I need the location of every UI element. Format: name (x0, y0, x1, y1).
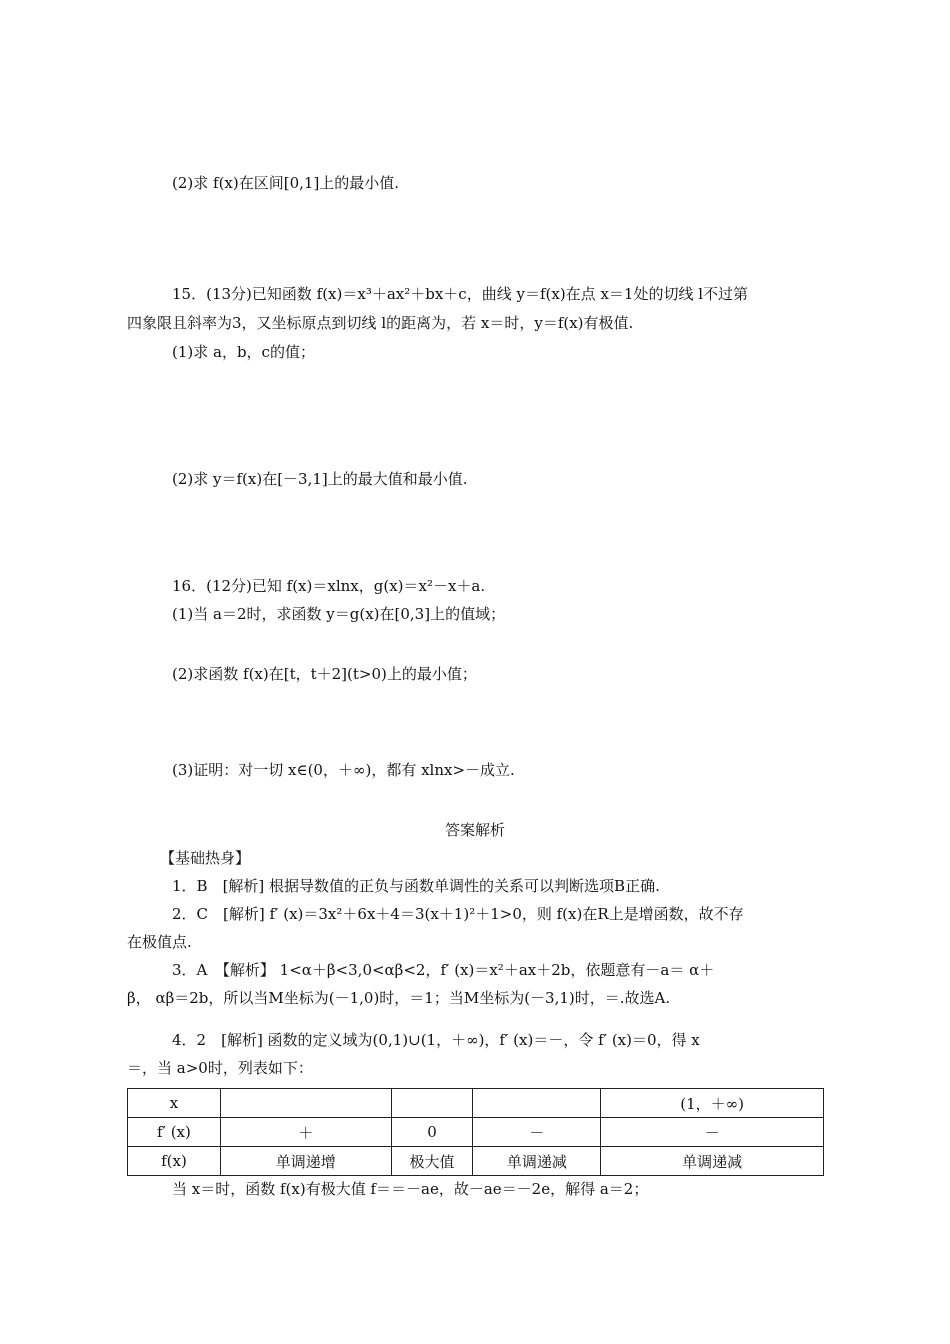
table-row (128, 1147, 824, 1176)
answer-4-line3: 当 x＝时，函数 f(x)有极大值 f＝＝－ae，故－ae＝－2e，解得 a＝2； (172, 1180, 649, 1198)
table-cell: f′ (x) (128, 1118, 221, 1147)
q16-part3: (3)证明：对一切 x∈(0，＋∞)，都有 xlnx>－成立. (172, 761, 515, 779)
table-row (128, 1089, 824, 1118)
answer-4-line1: 4．2 [解析] 函数的定义域为(0,1)∪(1，＋∞)，f′ (x)＝－，令 f′ (x)＝0，得 x (172, 1031, 700, 1049)
q15-stem-line2: 四象限且斜率为3，又坐标原点到切线 l的距离为，若 x＝时，y＝f(x)有极值. (127, 314, 634, 332)
section-heading: 【基础热身】 (160, 849, 251, 867)
q15-part2: (2)求 y＝f(x)在[－3,1]上的最大值和最小值. (172, 470, 468, 488)
table-cell: 单调递减 (601, 1147, 824, 1176)
table-cell: ＋ (220, 1118, 391, 1147)
table-cell: 0 (391, 1118, 473, 1147)
table-cell: － (601, 1118, 824, 1147)
table-cell: － (473, 1118, 601, 1147)
q15-part1: (1)求 a，b，c的值； (172, 343, 315, 361)
table-cell: 极大值 (391, 1147, 473, 1176)
q16-part1: (1)当 a＝2时，求函数 y＝g(x)在[0,3]上的值域； (172, 605, 506, 623)
table-cell (391, 1089, 473, 1118)
answer-1: 1．B [解析] 根据导数值的正负与函数单调性的关系可以判断选项B正确. (172, 877, 660, 895)
q15-stem-line1: 15．(13分)已知函数 f(x)＝x³＋ax²＋bx＋c，曲线 y＝f(x)在点 x＝1处的切线 l不过第 (172, 285, 749, 303)
table-row (128, 1118, 824, 1147)
table-cell: (1，＋∞) (601, 1089, 824, 1118)
q14-part2: (2)求 f(x)在区间[0,1]上的最小值. (172, 174, 400, 192)
answer-3-line2: β， αβ＝2b，所以当M坐标为(－1,0)时，＝1；当M坐标为(－3,1)时，＝.故选A. (127, 989, 671, 1007)
table-cell: f(x) (128, 1147, 221, 1176)
answer-heading: 答案解析 (444, 821, 505, 839)
table-cell (220, 1089, 391, 1118)
table-cell (473, 1089, 601, 1118)
answer-2-line2: 在极值点. (127, 933, 192, 951)
answer-3-line1: 3．A 【解析】 1<α＋β<3,0<αβ<2，f′ (x)＝x²＋ax＋2b，依题意有－a＝ α＋ (172, 961, 715, 979)
table-cell: 单调递增 (220, 1147, 391, 1176)
q16-part2: (2)求函数 f(x)在[t，t＋2](t>0)上的最小值； (172, 665, 477, 683)
answer-4-line2: ＝，当 a>0时，列表如下： (127, 1059, 313, 1077)
q16-stem: 16．(12分)已知 f(x)＝xlnx，g(x)＝x²－x＋a. (172, 577, 486, 595)
table-cell: x (128, 1089, 221, 1118)
answer-2-line1: 2．C [解析] f′ (x)＝3x²＋6x＋4＝3(x＋1)²＋1>0，则 f(x)在R上是增函数，故不存 (172, 905, 744, 923)
table-cell: 单调递减 (473, 1147, 601, 1176)
sign-table (127, 1088, 824, 1176)
